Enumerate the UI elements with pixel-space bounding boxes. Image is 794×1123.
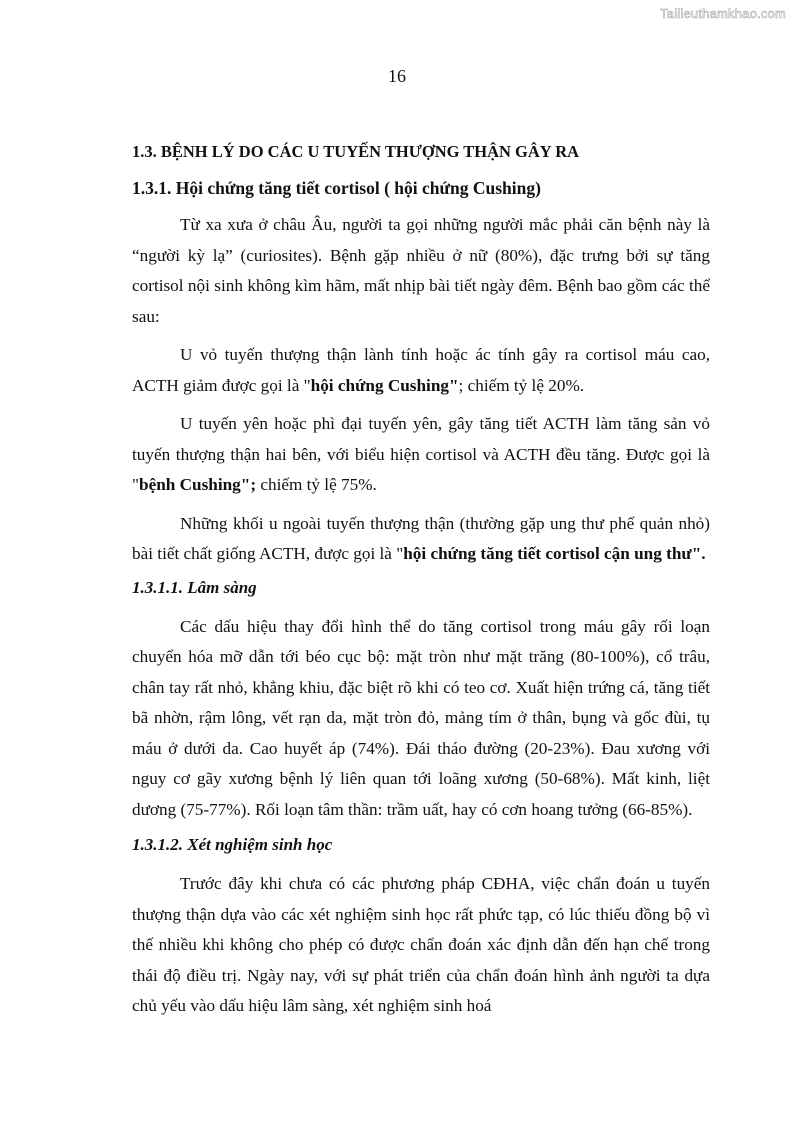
- paragraph-cushing-syndrome: [132, 340, 710, 401]
- clinical-paragraph: Các dấu hiệu thay đổi hình thể do tăng cortisol trong máu gây rối loạn chuyển hóa mỡ dẫn tới béo cục bộ: mặt tròn như mặt trăng (80-100%), cổ trâu, chân tay rất nhỏ, khẳng khiu, đặc biệt rõ khi có teo cơ. Xuất hiện trứng cá, tăng tiết bã nhờn, rậm lông, vết rạn da, mặt tròn đỏ, mảng tím ở thân, bụng và gốc đùi, tụ máu ở dưới da. Cao huyết áp (74%). Đái tháo đường (20-23%). Đau xương với nguy cơ gãy xương bệnh lý liên quan tới loãng xương (50-68%). Mất kinh, liệt dương (75-77%). Rối loạn tâm thần: trầm uất, hay có cơn hoang tưởng (66-85%).: [132, 616, 710, 819]
- intro-paragraph: Từ xa xưa ở châu Âu, người ta gọi những người mắc phải căn bệnh này là “người kỳ lạ” (curiosites). Bệnh gặp nhiều ở nữ (80%), đặc trưng bởi sự tăng cortisol nội sinh không kìm hãm, mất nhịp bài tiết ngày đêm. Bệnh bao gồm các thể sau:: [132, 215, 710, 326]
- text: U tuyến yên hoặc phì đại tuyến yên, gây tăng tiết ACTH làm tăng sản vỏ tuyến thượng thận hai bên, với biểu hiện cortisol và ACTH đều tăng. Được gọi là ": [132, 414, 710, 494]
- paragraph-cushing-disease: [132, 409, 710, 501]
- bold-term: hội chứng Cushing": [310, 375, 459, 395]
- bold-term: hội chứng tăng tiết cortisol cận ung thư".: [403, 544, 706, 563]
- lab-heading: 1.3.1.2. Xét nghiệm sinh học: [132, 835, 333, 854]
- page-content: [132, 140, 710, 1030]
- bold-term: bệnh Cushing";: [139, 475, 257, 494]
- text: ; chiếm tỷ lệ 20%.: [458, 375, 585, 395]
- text: Những khối u ngoài tuyến thượng thận (thường gặp ung thư phế quản nhỏ) bài tiết chất giống ACTH, được gọi là ": [132, 513, 710, 563]
- section-heading: 1.3. BỆNH LÝ DO CÁC U TUYẾN THƯỢNG THẬN GÂY RA: [132, 142, 580, 161]
- lab-paragraph: Trước đây khi chưa có các phương pháp CĐHA, việc chẩn đoán u tuyến thượng thận dựa vào các xét nghiệm sinh học rất phức tạp, có lúc thiếu đồng bộ vì thế nhiều khi không cho phép có được chẩn đoán xác định dẫn đến hạn chế trong thái độ điều trị. Ngày nay, với sự phát triển của chẩn đoán hình ảnh người ta dựa chủ yếu vào dấu hiệu lâm sàng, xét nghiệm sinh hoá: [132, 874, 710, 1015]
- watermark: Tailieuthamkhao.com: [660, 6, 786, 21]
- text: chiếm tỷ lệ 75%.: [256, 475, 377, 494]
- clinical-heading: 1.3.1.1. Lâm sàng: [132, 577, 257, 597]
- paragraph-paraneoplastic: [132, 509, 710, 570]
- subsection-heading: 1.3.1. Hội chứng tăng tiết cortisol ( hội chứng Cushing): [132, 178, 541, 198]
- text: U vỏ tuyến thượng thận lành tính hoặc ác tính gây ra cortisol máu cao, ACTH giảm được gọi là ": [132, 345, 710, 395]
- page-number: 16: [388, 66, 406, 86]
